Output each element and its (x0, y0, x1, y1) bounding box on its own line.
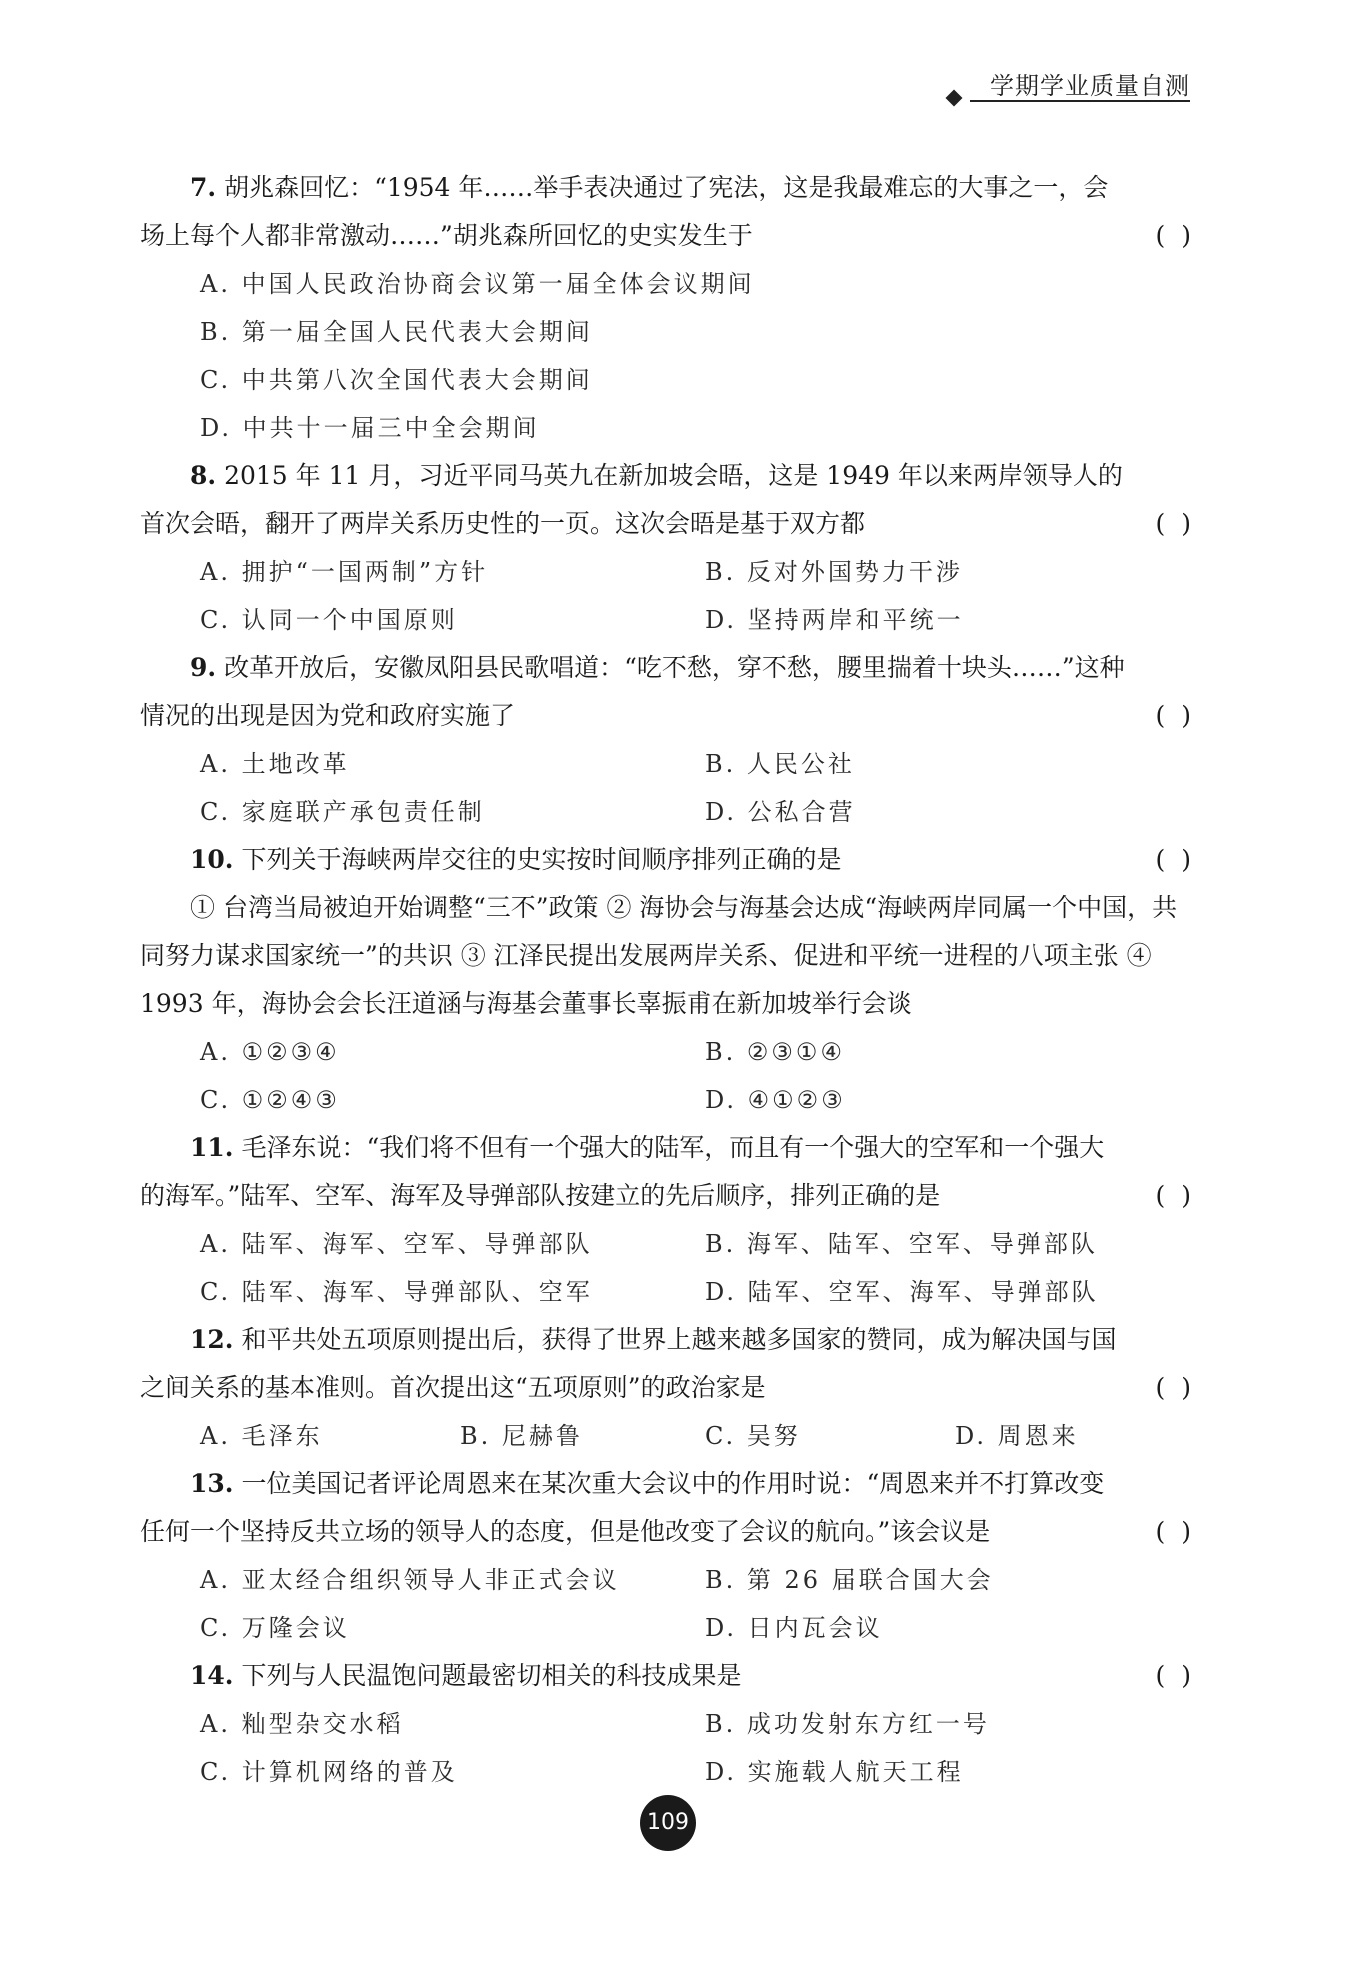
question-stem: 和平共处五项原则提出后，获得了世界上越来越多国家的赞同，成为解决国与国之间关系的基本准则。首次提出这“五项原则”的政治家是 (140, 1325, 1117, 1402)
option-c: C. 吴努 (705, 1422, 801, 1450)
option-a: A. 毛泽东 (200, 1422, 323, 1450)
question-stem: 改革开放后，安徽凤阳县民歌唱道：“吃不愁，穿不愁，腰里揣着十块头……”这种情况的出现是因为党和政府实施了 (140, 653, 1125, 730)
question-stem: 毛泽东说：“我们将不但有一个强大的陆军，而且有一个强大的空军和一个强大的海军。”陆军、空军、海军及导弹部队按建立的先后顺序，排列正确的是 (140, 1133, 1105, 1210)
question-number: 14. (190, 1661, 234, 1690)
question-11 (140, 1124, 1195, 1316)
option-b: B. 人民公社 (705, 750, 855, 778)
question-number: 10. (190, 845, 234, 874)
option-b: B. 尼赫鲁 (460, 1422, 583, 1450)
option-b: B. 第一届全国人民代表大会期间 (200, 318, 593, 346)
answer-blank[interactable]: ( ) (1155, 845, 1195, 874)
question-stem: 胡兆森回忆：“1954 年……举手表决通过了宪法，这是我最难忘的大事之一，会场上每个人都非常激动……”胡兆森所回忆的史实发生于 (140, 173, 1109, 250)
question-9 (140, 644, 1195, 836)
answer-blank[interactable]: ( ) (1155, 701, 1195, 730)
option-a: A. 亚太经合组织领导人非正式会议 (200, 1566, 620, 1594)
option-b: B. ②③①④ (705, 1038, 845, 1066)
question-stem: 下列关于海峡两岸交往的史实按时间顺序排列正确的是 (241, 845, 842, 874)
option-c: C. 陆军、海军、导弹部队、空军 (200, 1278, 593, 1306)
answer-blank[interactable]: ( ) (1155, 1661, 1195, 1690)
option-b: B. 反对外国势力干涉 (705, 558, 963, 586)
question-items: ① 台湾当局被迫开始调整“三不”政策 ② 海协会与海基会达成“海峡两岸同属一个中国，共同努力谋求国家统一”的共识 ③ 江泽民提出发展两岸关系、促进和平统一进程的八项主张 ④ 1993 年，海协会会长汪道涵与海基会董事长辜振甫在新加坡举行会谈 (140, 893, 1178, 1018)
page-header (940, 66, 1190, 106)
question-13 (140, 1460, 1195, 1652)
answer-blank[interactable]: ( ) (1155, 1373, 1195, 1402)
question-stem: 下列与人民温饱问题最密切相关的科技成果是 (241, 1661, 742, 1690)
option-d: D. 周恩来 (955, 1422, 1079, 1450)
question-14 (140, 1652, 1195, 1796)
question-number: 7. (190, 173, 217, 202)
option-c: C. 万隆会议 (200, 1614, 350, 1642)
option-d: D. 陆军、空军、海军、导弹部队 (705, 1278, 1099, 1306)
question-stem: 一位美国记者评论周恩来在某次重大会议中的作用时说：“周恩来并不打算改变任何一个坚持反共立场的领导人的态度，但是他改变了会议的航向。”该会议是 (140, 1469, 1105, 1546)
option-c: C. 计算机网络的普及 (200, 1758, 458, 1786)
option-d: D. ④①②③ (705, 1086, 846, 1114)
question-number: 8. (190, 461, 217, 490)
option-c: C. ①②④③ (200, 1086, 340, 1114)
question-10 (140, 836, 1195, 1124)
question-number: 9. (190, 653, 217, 682)
option-b: B. 成功发射东方红一号 (705, 1710, 990, 1738)
question-list (140, 164, 1195, 1796)
option-d: D. 中共十一届三中全会期间 (200, 414, 540, 442)
question-number: 13. (190, 1469, 234, 1498)
answer-blank[interactable]: ( ) (1155, 1517, 1195, 1546)
answer-blank[interactable]: ( ) (1155, 221, 1195, 250)
option-b: B. 第 26 届联合国大会 (705, 1566, 994, 1594)
option-c: C. 家庭联产承包责任制 (200, 798, 485, 826)
question-stem: 2015 年 11 月，习近平同马英九在新加坡会晤，这是 1949 年以来两岸领导人的首次会晤，翻开了两岸关系历史性的一页。这次会晤是基于双方都 (140, 461, 1123, 538)
option-d: D. 公私合营 (705, 798, 856, 826)
question-8 (140, 452, 1195, 644)
question-number: 12. (190, 1325, 234, 1354)
option-c: C. 中共第八次全国代表大会期间 (200, 366, 593, 394)
question-12 (140, 1316, 1195, 1460)
diamond-icon (946, 90, 963, 107)
page-number: 109 (640, 1795, 696, 1851)
answer-blank[interactable]: ( ) (1155, 1181, 1195, 1210)
option-a: A. 籼型杂交水稻 (200, 1710, 404, 1738)
answer-blank[interactable]: ( ) (1155, 509, 1195, 538)
option-c: C. 认同一个中国原则 (200, 606, 458, 634)
option-a: A. ①②③④ (200, 1038, 340, 1066)
option-a: A. 土地改革 (200, 750, 350, 778)
question-7 (140, 164, 1195, 452)
option-d: D. 日内瓦会议 (705, 1614, 883, 1642)
option-d: D. 实施载人航天工程 (705, 1758, 964, 1786)
option-a: A. 陆军、海军、空军、导弹部队 (200, 1230, 593, 1258)
header-title: 学期学业质量自测 (990, 72, 1190, 100)
question-number: 11. (190, 1133, 234, 1162)
option-d: D. 坚持两岸和平统一 (705, 606, 964, 634)
option-a: A. 中国人民政治协商会议第一届全体会议期间 (200, 270, 755, 298)
option-b: B. 海军、陆军、空军、导弹部队 (705, 1230, 1098, 1258)
option-a: A. 拥护“一国两制”方针 (200, 558, 489, 586)
